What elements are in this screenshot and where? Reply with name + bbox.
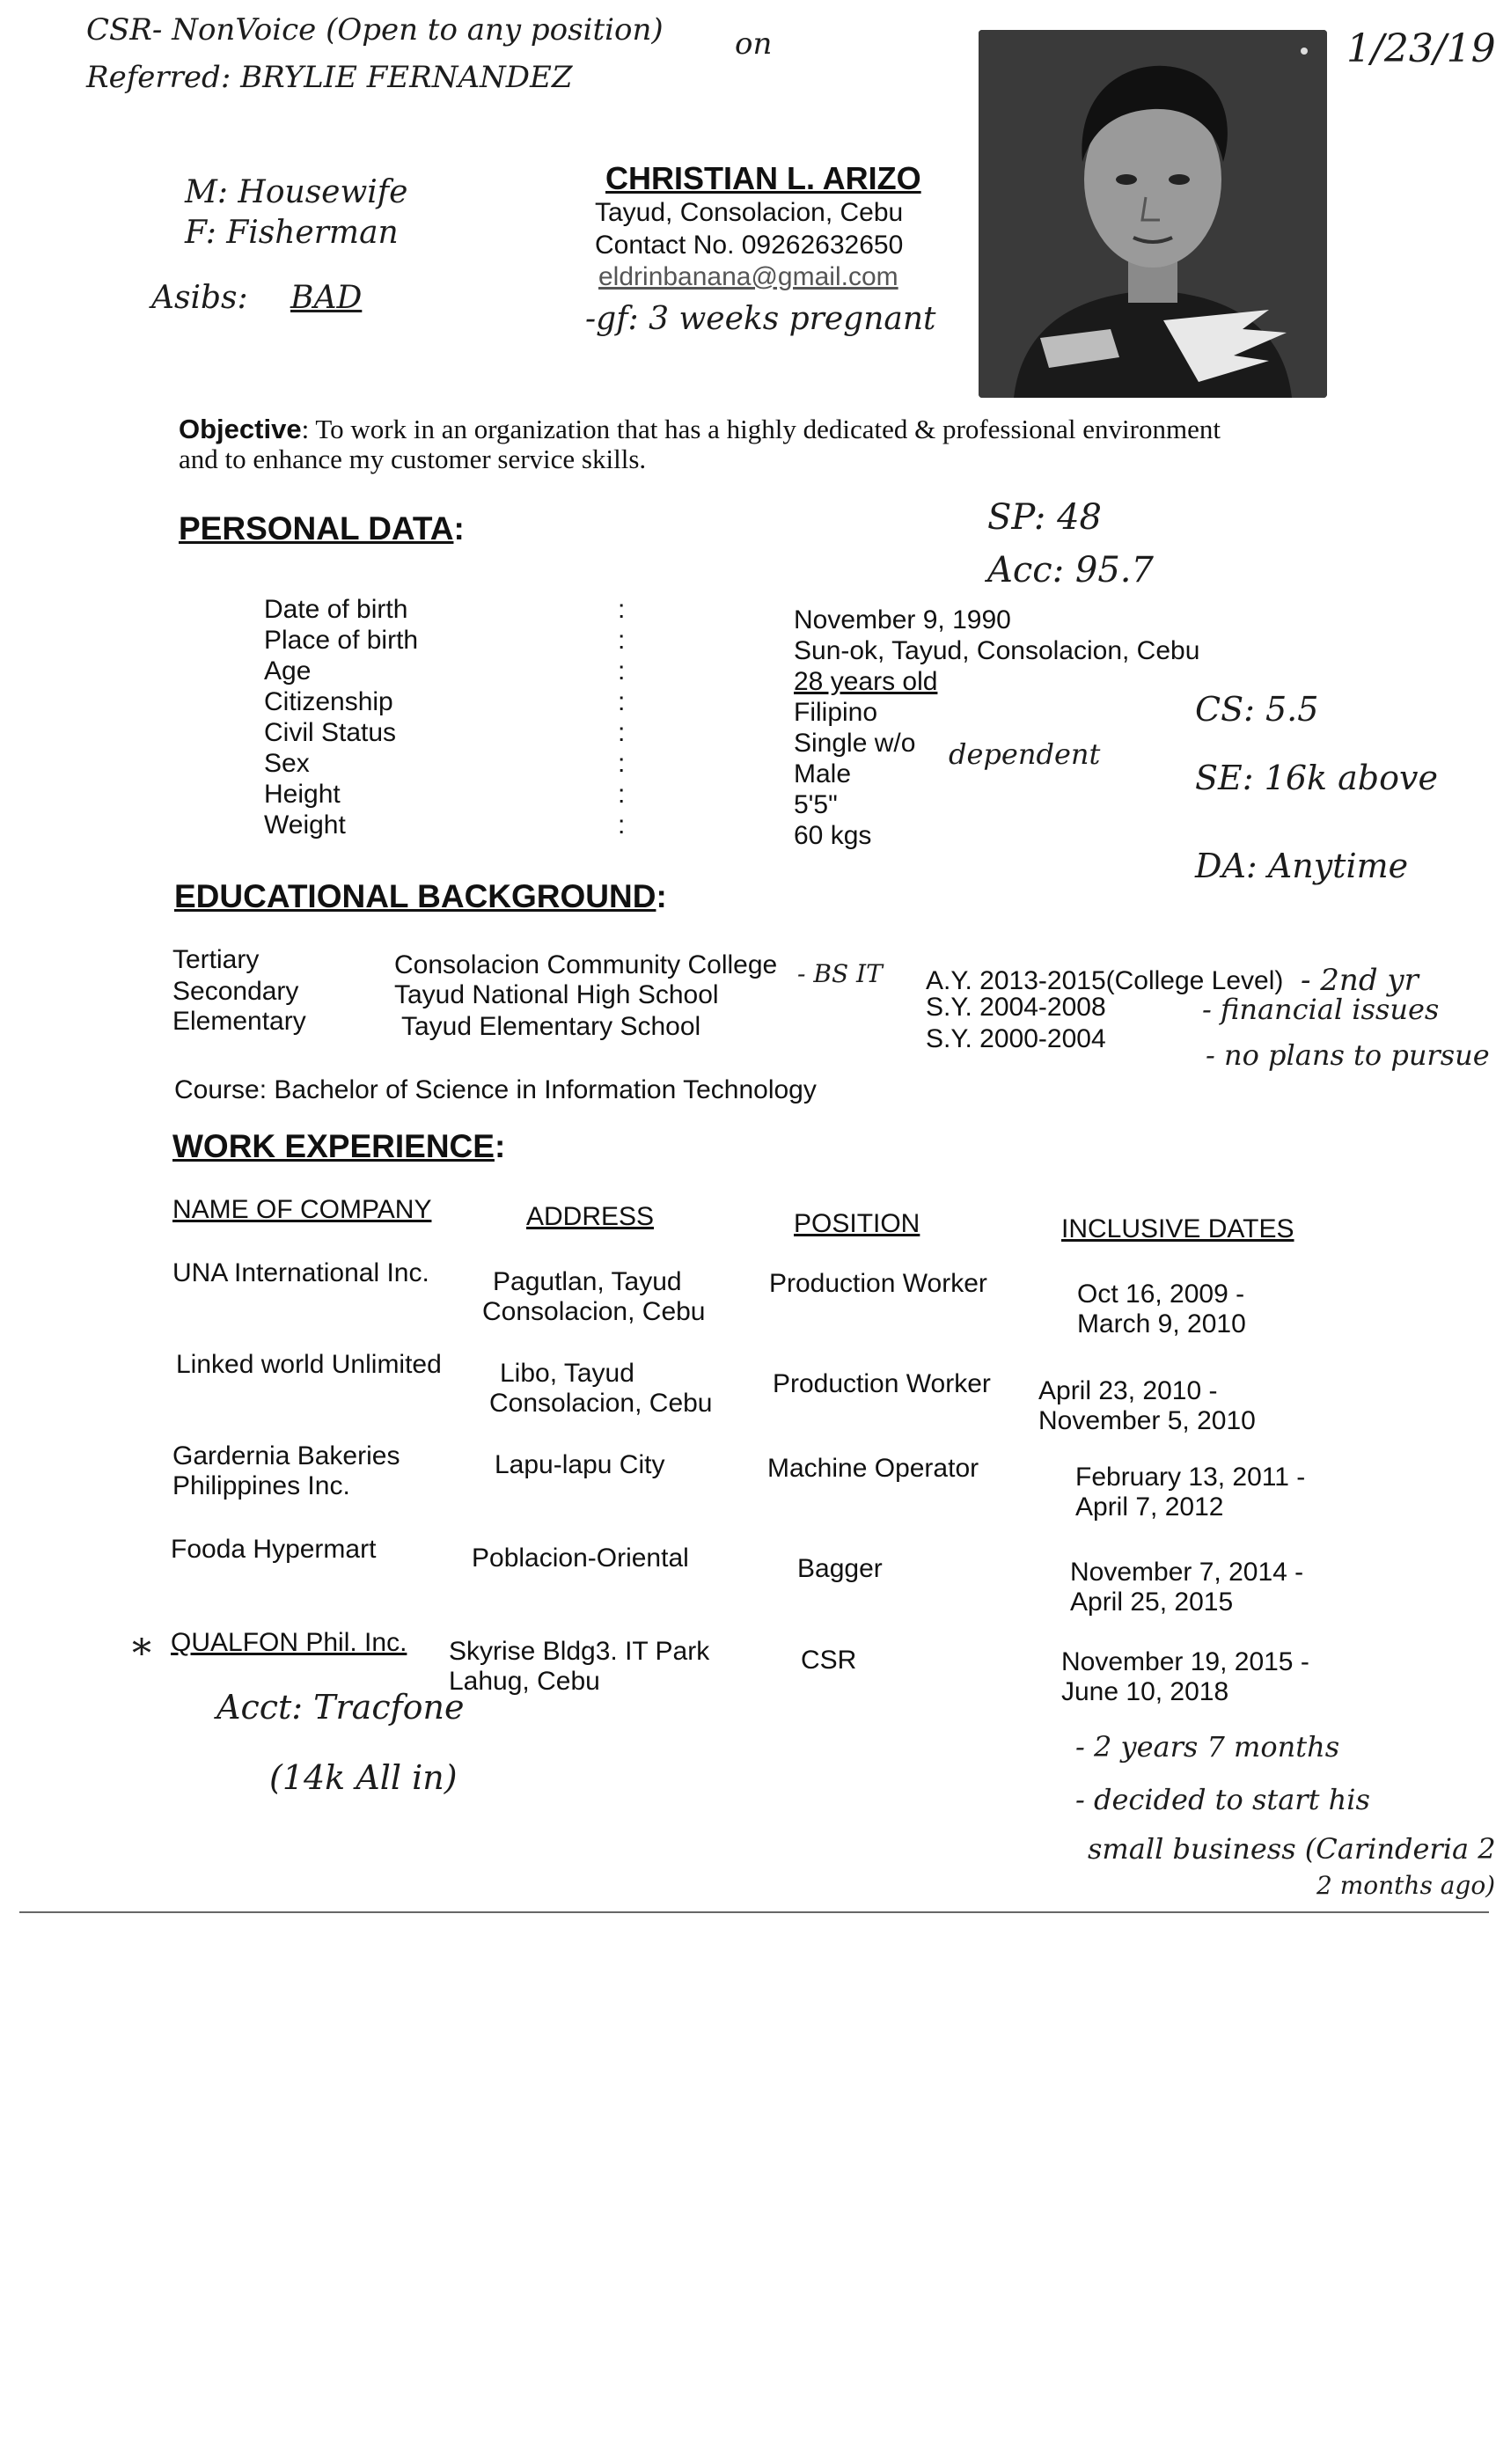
personal-value: Filipino — [794, 698, 878, 727]
work-address: Lapu-lapu City — [495, 1450, 665, 1479]
work-position: CSR — [801, 1646, 857, 1675]
personal-value: 28 years old — [794, 667, 938, 696]
work-dates: November 5, 2010 — [1038, 1406, 1256, 1435]
objective-line-2: and to enhance my customer service skills. — [179, 444, 647, 474]
note-salary: (14k All in) — [269, 1758, 458, 1797]
work-dates: June 10, 2018 — [1061, 1677, 1229, 1706]
work-dates: Oct 16, 2009 - — [1077, 1280, 1245, 1309]
note-gf: -gf: 3 weeks pregnant — [585, 301, 936, 337]
work-address: Pagutlan, Tayud — [493, 1267, 682, 1296]
personal-colon: : — [618, 780, 626, 809]
personal-value: 5'5" — [794, 790, 838, 819]
work-company: QUALFON Phil. Inc. — [171, 1628, 407, 1657]
note-cs: CS: 5.5 — [1195, 690, 1319, 729]
personal-colon: : — [618, 626, 626, 655]
education-heading: EDUCATIONAL BACKGROUND: — [174, 878, 667, 914]
personal-colon: : — [618, 595, 626, 624]
education-school: Consolacion Community College — [394, 950, 778, 979]
note-acc: Acc: 95.7 — [987, 550, 1154, 590]
education-school: Tayud Elementary School — [401, 1012, 701, 1041]
personal-label: Citizenship — [264, 687, 393, 716]
note-business: small business (Carinderia 2 — [1088, 1832, 1496, 1866]
education-level: Secondary — [172, 977, 299, 1006]
note-account: Acct: Tracfone — [216, 1688, 465, 1727]
objective-label: Objective — [179, 414, 302, 444]
personal-value: Single w/o — [794, 729, 916, 758]
education-year: S.Y. 2004-2008 — [926, 993, 1106, 1022]
personal-colon: : — [618, 656, 626, 686]
work-address: Poblacion-Oriental — [472, 1544, 689, 1573]
note-financial: - financial issues — [1202, 993, 1440, 1026]
applicant-email[interactable]: eldrinbanana@gmail.com — [598, 262, 898, 291]
applicant-name: CHRISTIAN L. ARIZO — [605, 160, 921, 196]
work-address: Lahug, Cebu — [449, 1667, 600, 1696]
work-company: Philippines Inc. — [172, 1471, 350, 1500]
work-heading: WORK EXPERIENCE: — [172, 1128, 506, 1164]
work-position: Production Worker — [773, 1369, 991, 1398]
applicant-photo — [979, 30, 1327, 398]
personal-colon: : — [618, 687, 626, 716]
work-address: Consolacion, Cebu — [482, 1297, 706, 1326]
personal-label: Date of birth — [264, 595, 408, 624]
applicant-address: Tayud, Consolacion, Cebu — [595, 198, 904, 227]
work-dates: April 23, 2010 - — [1038, 1376, 1218, 1405]
work-address: Consolacion, Cebu — [489, 1389, 713, 1418]
work-col-dates: INCLUSIVE DATES — [1061, 1214, 1294, 1243]
work-dates: February 13, 2011 - — [1075, 1463, 1306, 1492]
personal-label: Place of birth — [264, 626, 419, 655]
note-business-time: 2 months ago) — [1316, 1871, 1496, 1900]
note-dependent: dependent — [949, 737, 1101, 771]
work-dates: November 7, 2014 - — [1070, 1558, 1304, 1587]
work-dates: April 25, 2015 — [1070, 1588, 1234, 1617]
work-company: Gardernia Bakeries — [172, 1441, 400, 1470]
note-bsit: - BS IT — [797, 959, 883, 988]
work-address: Libo, Tayud — [500, 1359, 634, 1388]
note-no-plans: - no plans to pursue — [1206, 1038, 1490, 1072]
note-father: F: Fisherman — [185, 215, 399, 251]
education-year: S.Y. 2000-2004 — [926, 1024, 1106, 1053]
work-position: Bagger — [797, 1554, 883, 1583]
work-dates: November 19, 2015 - — [1061, 1647, 1309, 1676]
personal-label: Sex — [264, 749, 310, 778]
personal-label: Height — [264, 780, 341, 809]
note-qualfon-star: * — [132, 1632, 151, 1676]
work-company: UNA International Inc. — [172, 1258, 429, 1287]
note-duration: - 2 years 7 months — [1075, 1730, 1340, 1764]
personal-value: Male — [794, 759, 852, 788]
note-da: DA: Anytime — [1195, 847, 1409, 885]
note-referred-by: Referred: BRYLIE FERNANDEZ — [86, 60, 573, 95]
note-siblings-label: Asibs: — [151, 280, 248, 316]
note-mother: M: Housewife — [185, 174, 408, 210]
work-company: Linked world Unlimited — [176, 1350, 442, 1379]
work-dates: April 7, 2012 — [1075, 1492, 1224, 1522]
note-position-applied: CSR- NonVoice (Open to any position) — [86, 12, 664, 48]
note-reason: - decided to start his — [1075, 1783, 1370, 1816]
work-position: Production Worker — [769, 1269, 987, 1298]
note-siblings-value: BAD — [290, 280, 363, 316]
objective — [179, 414, 1221, 445]
work-address: Skyrise Bldg3. IT Park — [449, 1637, 710, 1666]
personal-colon: : — [618, 718, 626, 747]
note-top-center: on — [735, 26, 773, 62]
note-sp: SP: 48 — [987, 497, 1102, 538]
note-date: 1/23/19 — [1346, 26, 1496, 71]
personal-value: 60 kgs — [794, 821, 872, 850]
personal-colon: : — [618, 749, 626, 778]
personal-label: Age — [264, 656, 312, 686]
note-se: SE: 16k above — [1195, 759, 1438, 797]
work-dates: March 9, 2010 — [1077, 1309, 1246, 1338]
work-col-company: NAME OF COMPANY — [172, 1195, 432, 1224]
education-year: A.Y. 2013-2015(College Level) — [926, 966, 1284, 995]
work-col-position: POSITION — [794, 1209, 920, 1238]
objective-line-1: : To work in an organization that has a highly dedicated & professional environment — [301, 414, 1221, 444]
work-company: Fooda Hypermart — [171, 1535, 377, 1564]
personal-label: Weight — [264, 810, 346, 840]
work-col-address: ADDRESS — [526, 1202, 655, 1231]
page-edge-line — [19, 1911, 1489, 1913]
applicant-contact: Contact No. 09262632650 — [595, 231, 904, 260]
education-level: Elementary — [172, 1007, 306, 1036]
personal-colon: : — [618, 810, 626, 840]
personal-value: November 9, 1990 — [794, 605, 1011, 634]
education-level: Tertiary — [172, 945, 260, 974]
note-second-year: - 2nd yr — [1301, 963, 1419, 998]
education-school: Tayud National High School — [394, 980, 719, 1009]
education-course: Course: Bachelor of Science in Information Technology — [174, 1075, 817, 1104]
personal-data-heading: PERSONAL DATA: — [179, 510, 465, 546]
work-position: Machine Operator — [767, 1454, 979, 1483]
personal-value: Sun-ok, Tayud, Consolacion, Cebu — [794, 636, 1200, 665]
personal-label: Civil Status — [264, 718, 397, 747]
photo-graphic — [979, 30, 1327, 398]
